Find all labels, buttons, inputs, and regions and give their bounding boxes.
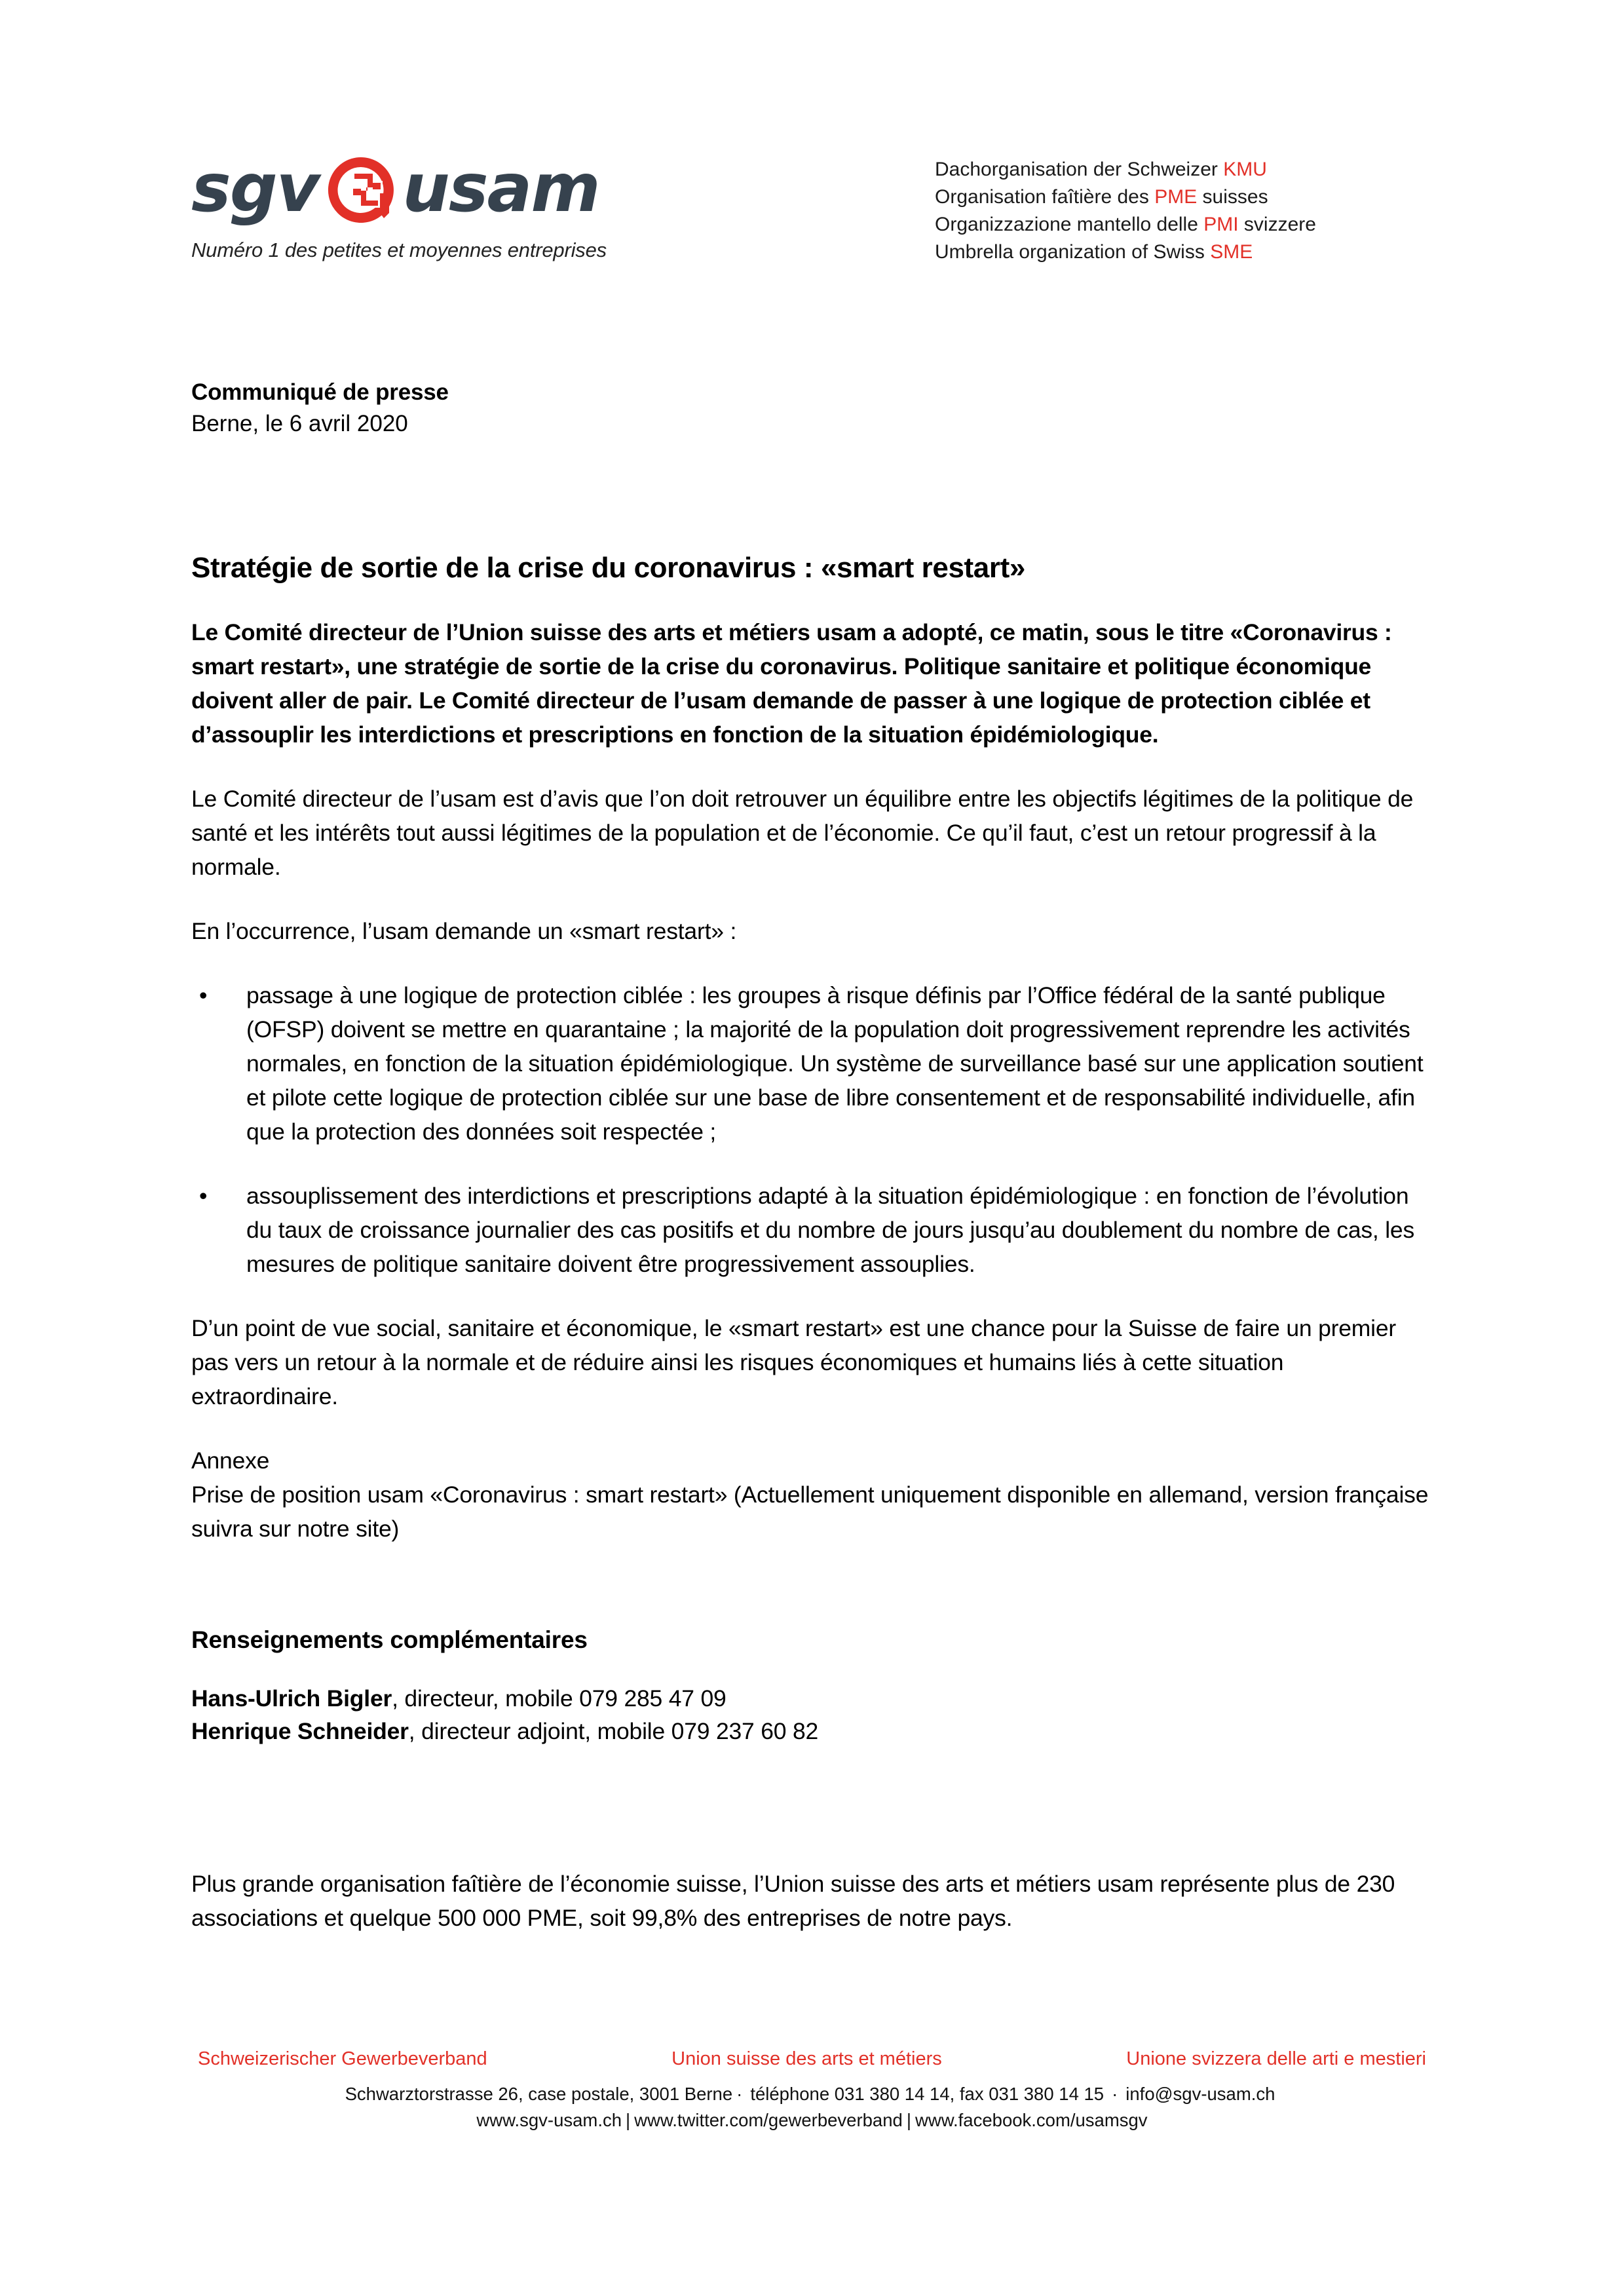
list-item-text: passage à une logique de protection ciblée : les groupes à risque définis par l’Office fédéral de la santé publique (OFSP) doivent se mettre en quarantaine ; la majorité de la population doit progressivement reprendre les activités normales, en fonction de la situation épidémiologique. Un système de surveillance basé sur une application soutient et pilote cette logique de protection ciblée sur une base de libre consentement et de responsabilité individuelle, afin que la protection des données soit respectée ; [246,982,1424,1145]
org-line-de [935,156,1433,183]
org-line-it-suffix: svizzere [1238,214,1316,235]
annexe-section [191,1444,1433,1546]
logo-wordmark-sgv: sgv [191,149,319,227]
footer-separator-dot-icon: · [736,2084,743,2104]
brand-block [191,149,650,262]
boilerplate-paragraph: Plus grande organisation faîtière de l’économie suisse, l’Union suisse des arts et métiers usam représente plus de 230 associations et quelque 500 000 PME, soit 99,8% des entreprises de notre pays. [191,1871,1395,1931]
contact-name: Hans-Ulrich Bigler [191,1685,392,1712]
footer-address: Schwarztorstrasse 26, case postale, 3001 Berne [345,2084,733,2104]
logo-wordmark-usam: usam [402,149,599,227]
org-line-it [935,211,1433,239]
footer-email-link[interactable]: info@sgv-usam.ch [1125,2084,1275,2104]
org-line-en-prefix: Umbrella organization of Swiss [935,241,1211,263]
document-kicker: Communiqué de presse [191,379,449,405]
contact-row [191,1682,1433,1715]
footer-separator-pipe-icon: | [626,2110,631,2130]
contact-name: Henrique Schneider [191,1718,409,1744]
lead-paragraph: Le Comité directeur de l’Union suisse des arts et métiers usam a adopté, ce matin, sous le titre «Coronavirus : smart restart», une stratégie de sortie de la crise du coronavirus. Politique sanitaire et politique économique doivent aller de pair. Le Comité directeur de l’usam demande de passer à une logique de protection ciblée et d’assouplir les interdictions et prescriptions en fonction de la situation épidémiologique. [191,619,1392,748]
brand-tagline: Numéro 1 des petites et moyennes entreprises [191,239,607,261]
contact-detail: , directeur, mobile 079 285 47 09 [392,1685,727,1712]
org-line-it-prefix: Organizzazione mantello delle [935,214,1204,235]
org-line-de-accent: KMU [1223,159,1267,180]
footer-twitter-link[interactable]: www.twitter.com/gewerbeverband [634,2110,903,2130]
footer-org-it: Unione svizzera delle arti e mestieri [1126,2048,1426,2069]
page-footer [191,2046,1433,2133]
org-line-fr [935,183,1433,211]
footer-facebook-link[interactable]: www.facebook.com/usamsgv [915,2110,1148,2130]
page-title: Stratégie de sortie de la crise du coronavirus : «smart restart» [191,552,1025,584]
org-line-fr-accent: PME [1154,186,1198,208]
footer-separator-pipe-icon: | [906,2110,911,2130]
footer-org-fr: Union suisse des arts et métiers [671,2048,942,2069]
org-line-fr-suffix: suisses [1197,186,1268,208]
document-date: Berne, le 6 avril 2020 [191,411,408,436]
paragraph-2: En l’occurrence, l’usam demande un «smart restart» : [191,918,737,944]
logo [191,149,650,228]
footer-org-de: Schweizerischer Gewerbeverband [198,2048,487,2069]
org-line-en [935,239,1433,266]
contact-detail: , directeur adjoint, mobile 079 237 60 82 [408,1718,819,1744]
masthead [191,149,1433,266]
footer-phone: téléphone 031 380 14 14, fax 031 380 14 15 [750,2084,1105,2104]
org-line-fr-prefix: Organisation faîtière des [935,186,1155,208]
paragraph-3: D’un point de vue social, sanitaire et économique, le «smart restart» est une chance pour la Suisse de faire un premier pas vers un retour à la normale et de réduire ainsi les risques économiques et humains liés à cette situation extraordinaire. [191,1315,1396,1409]
demands-list [191,978,1433,1281]
footer-links-line [191,2107,1433,2133]
organization-descriptor-list [935,156,1433,266]
contact-list [191,1682,1433,1748]
paragraph-1: Le Comité directeur de l’usam est d’avis que l’on doit retrouver un équilibre entre les objectifs légitimes de la politique de santé et les intérêts tout aussi légitimes de la population et de l’économie. Ce qu’il faut, c’est un retour progressif à la normale. [191,786,1414,880]
org-line-it-accent: PMI [1203,214,1239,235]
document-body [191,377,1433,1935]
list-item [191,1179,1433,1281]
contact-row [191,1715,1433,1748]
footer-organization-names [191,2046,1433,2072]
bullet-marker-icon: • [199,1183,208,1209]
org-line-de-prefix: Dachorganisation der Schweizer [935,159,1224,180]
list-item-text: assouplissement des interdictions et prescriptions adapté à la situation épidémiologique : en fonction de l’évolution du taux de croissance journalier des cas positifs et du nombre de jours jusqu’au doublement du nombre de cas, les mesures de politique sanitaire doivent être progressivement assouplies. [246,1183,1415,1277]
footer-separator-dot-icon: · [1112,2084,1118,2104]
footer-contact-line [191,2081,1433,2107]
bullet-marker-icon: • [199,982,208,1008]
list-item [191,978,1433,1149]
footer-website-link[interactable]: www.sgv-usam.ch [476,2110,622,2130]
annexe-label: Annexe [191,1447,270,1474]
annexe-text: Prise de position usam «Coronavirus : smart restart» (Actuellement uniquement disponible en allemand, version française suivra sur notre site) [191,1482,1429,1542]
org-line-en-accent: SME [1210,241,1253,263]
contact-section-title: Renseignements complémentaires [191,1626,588,1653]
sgv-usam-swiss-cross-circle-logo-icon [321,150,401,230]
